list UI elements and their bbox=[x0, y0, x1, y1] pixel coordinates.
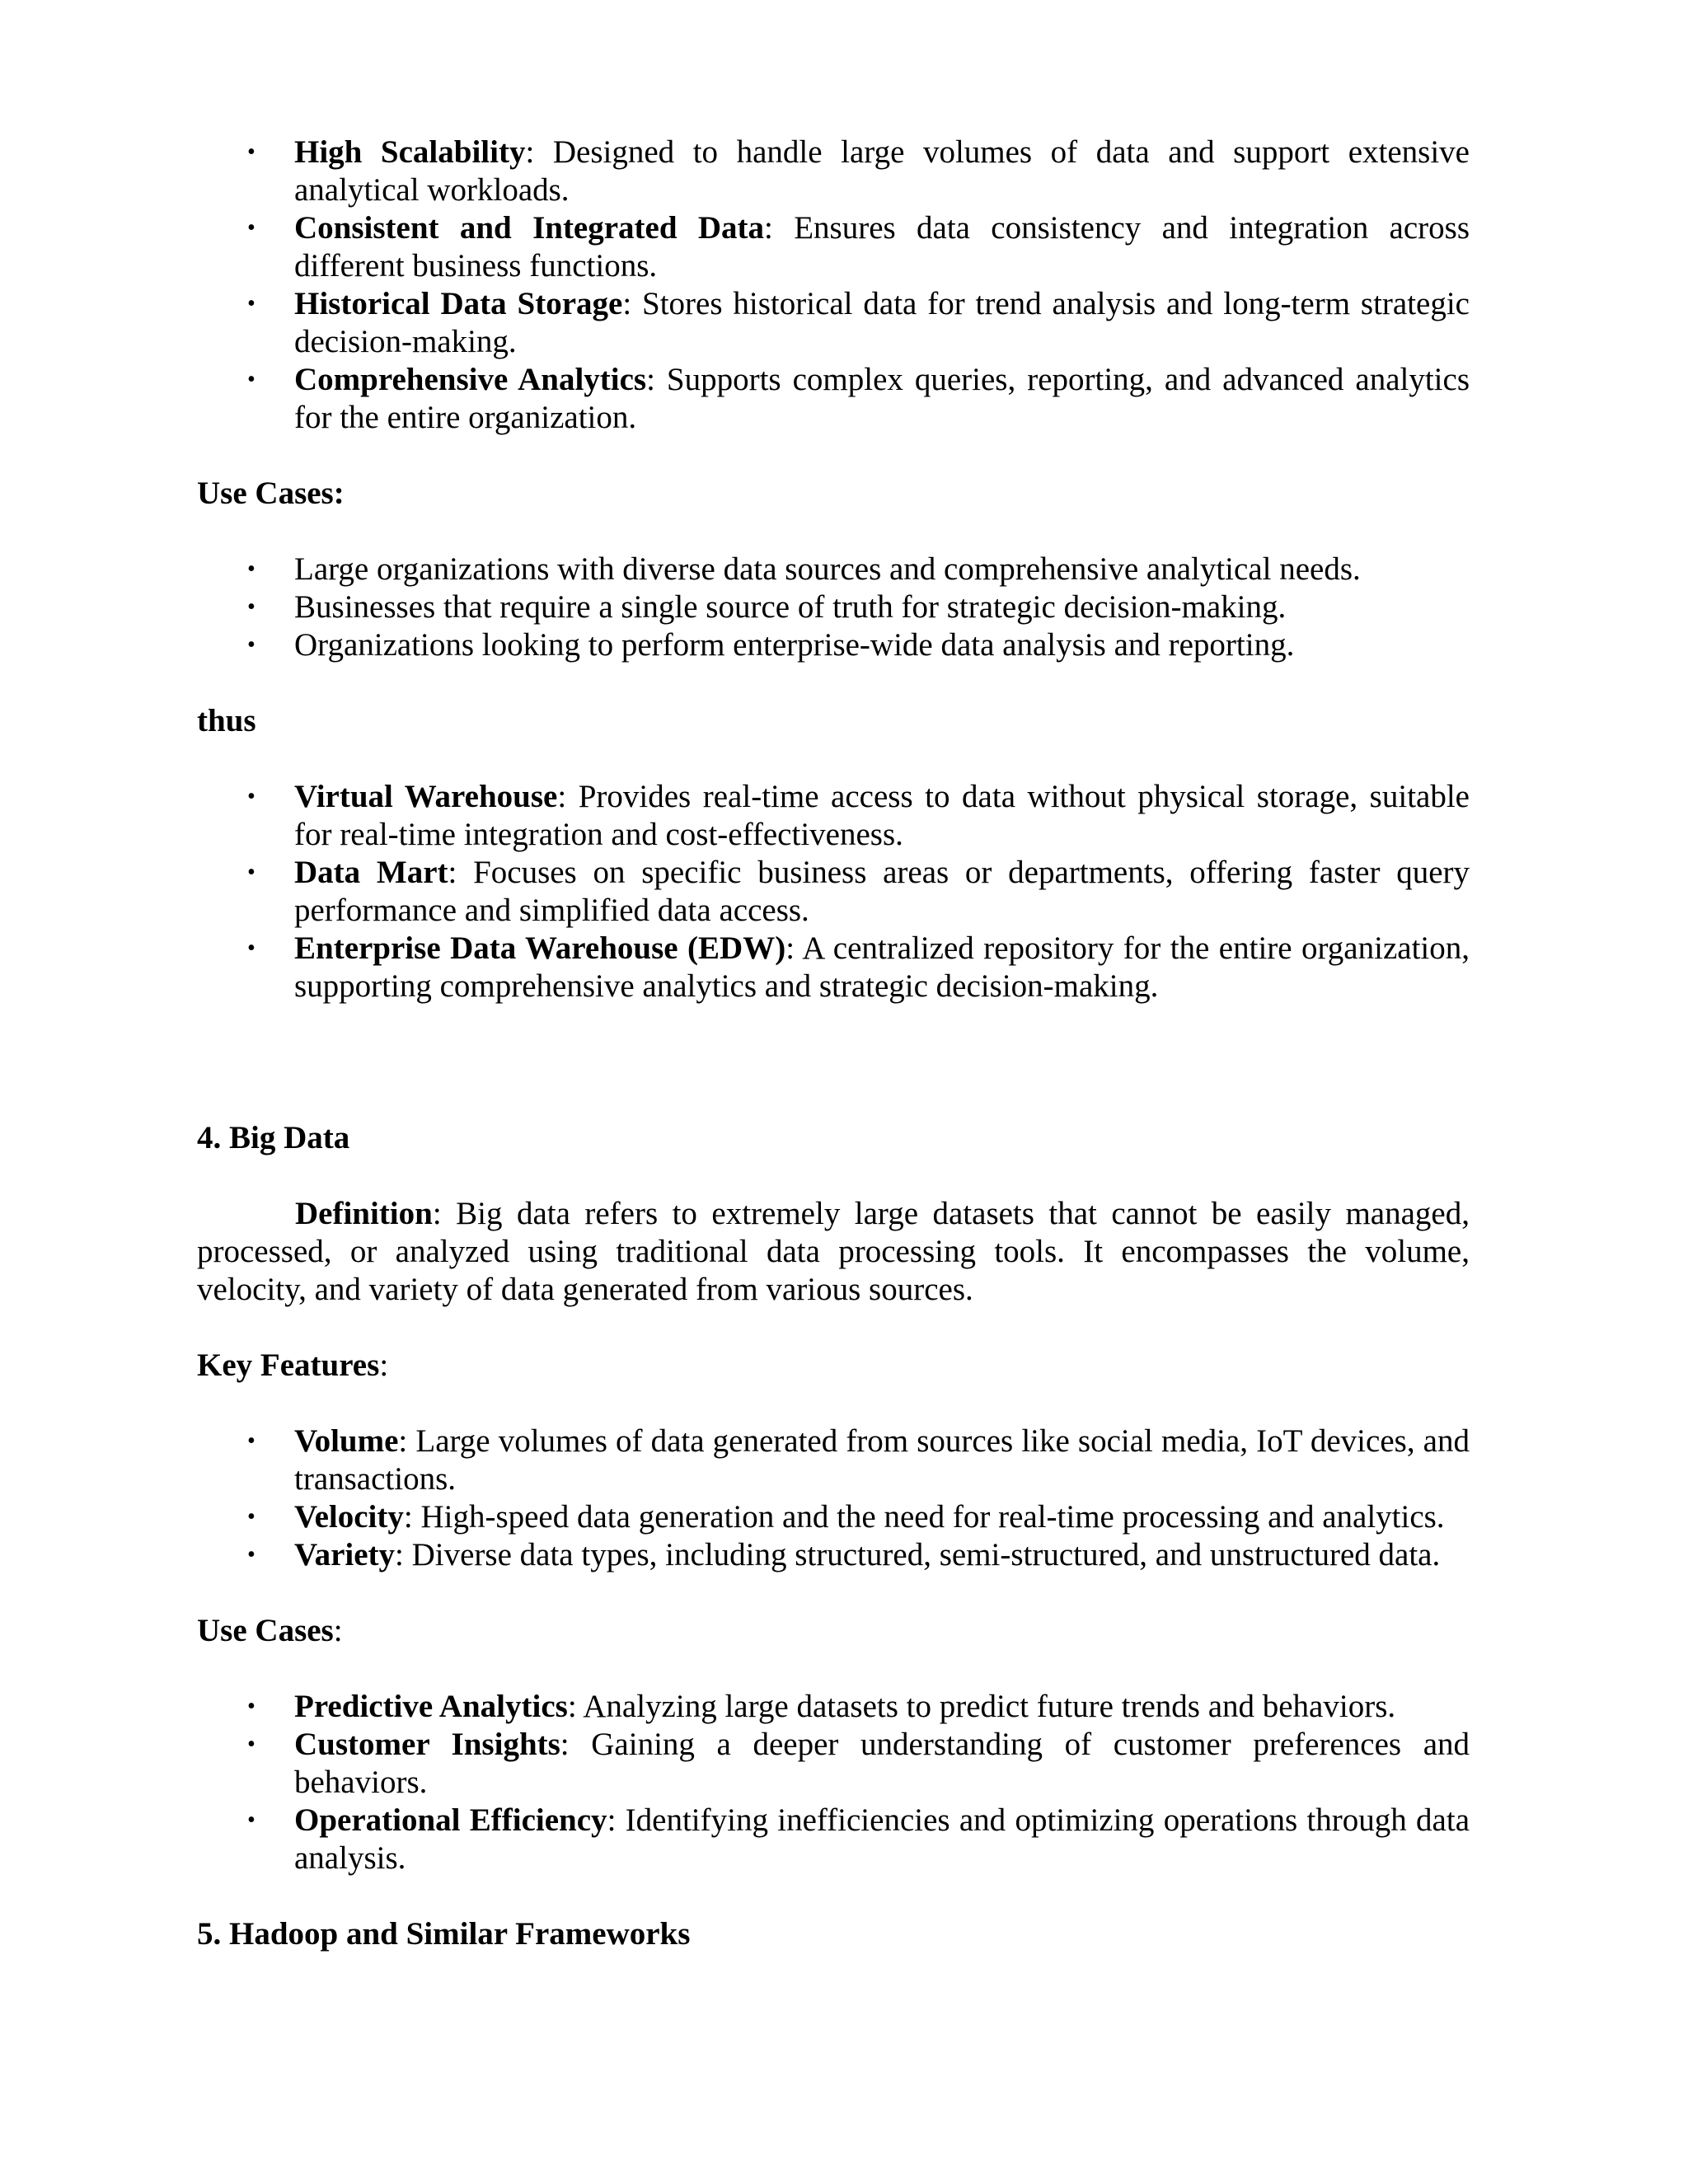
thus-heading: thus bbox=[197, 703, 256, 738]
list-item: • Variety: Diverse data types, including structured, semi-structured, and unstructured data. bbox=[247, 1537, 1441, 1572]
list-item: • Comprehensive Analytics: Supports complex queries, reporting, and advanced analytics for the entire organization. bbox=[247, 362, 1470, 435]
section-heading-big-data: 4. Big Data bbox=[197, 1120, 350, 1155]
bullet-icon: • bbox=[247, 556, 256, 582]
bullet-icon: • bbox=[247, 1694, 256, 1719]
section-heading-hadoop: 5. Hadoop and Similar Frameworks bbox=[197, 1916, 691, 1952]
bullet-icon: • bbox=[247, 784, 256, 809]
big-data-use-cases-heading: Use Cases: bbox=[197, 1613, 343, 1648]
bullet-icon: • bbox=[247, 935, 256, 961]
list-item: • Volume: Large volumes of data generated from sources like social media, IoT devices, and transactions. bbox=[247, 1423, 1470, 1497]
big-data-definition: Definition: Big data refers to extremely large datasets that cannot be easily managed, processed, or analyzed using traditional data processing tools. It encompasses the volume, velocity, and variety of data generated from various sources. bbox=[197, 1196, 1470, 1307]
page-content bbox=[197, 134, 1470, 1953]
bullet-icon: • bbox=[247, 1732, 256, 1757]
list-item: • Historical Data Storage: Stores historical data for trend analysis and long-term strategic decision-making. bbox=[247, 286, 1470, 359]
bullet-icon: • bbox=[247, 215, 256, 241]
bullet-icon: • bbox=[247, 1807, 256, 1833]
list-item: • Businesses that require a single source of truth for strategic decision-making. bbox=[247, 589, 1287, 625]
bullet-icon: • bbox=[247, 291, 256, 316]
list-item: • Consistent and Integrated Data: Ensures data consistency and integration across different business functions. bbox=[247, 210, 1470, 284]
warehouse-summary-list bbox=[197, 778, 1470, 1005]
list-item: • Virtual Warehouse: Provides real-time access to data without physical storage, suitable for real-time integration and cost-effectiveness. bbox=[247, 779, 1470, 852]
list-item: • Operational Efficiency: Identifying inefficiencies and optimizing operations through data analysis. bbox=[247, 1802, 1470, 1876]
list-item: • Velocity: High-speed data generation and the need for real-time processing and analytics. bbox=[247, 1499, 1445, 1535]
bullet-icon: • bbox=[247, 139, 256, 165]
list-item: • Customer Insights: Gaining a deeper understanding of customer preferences and behaviors. bbox=[247, 1727, 1470, 1800]
list-item: • Data Mart: Focuses on specific business areas or departments, offering faster query performance and simplified data access. bbox=[247, 855, 1470, 928]
bullet-icon: • bbox=[247, 860, 256, 885]
edw-use-cases-list bbox=[197, 551, 1470, 664]
bullet-icon: • bbox=[247, 632, 256, 658]
bullet-icon: • bbox=[247, 594, 256, 620]
big-data-use-cases-list bbox=[197, 1688, 1470, 1877]
bullet-icon: • bbox=[247, 1504, 256, 1530]
list-item: • Enterprise Data Warehouse (EDW): A centralized repository for the entire organization, supporting comprehensive analytics and strategic decision-making. bbox=[247, 930, 1470, 1004]
edw-use-cases-heading: Use Cases: bbox=[197, 476, 345, 511]
bullet-icon: • bbox=[247, 1428, 256, 1454]
key-features-list bbox=[197, 1422, 1470, 1574]
bullet-icon: • bbox=[247, 1542, 256, 1568]
key-features-heading: Key Features: bbox=[197, 1347, 389, 1383]
list-item: • High Scalability: Designed to handle large volumes of data and support extensive analytical workloads. bbox=[247, 134, 1470, 208]
list-item: • Organizations looking to perform enterprise-wide data analysis and reporting. bbox=[247, 627, 1295, 663]
bullet-icon: • bbox=[247, 367, 256, 392]
list-item: • Predictive Analytics: Analyzing large datasets to predict future trends and behaviors. bbox=[247, 1689, 1396, 1724]
edw-features-list bbox=[197, 134, 1470, 437]
list-item: • Large organizations with diverse data sources and comprehensive analytical needs. bbox=[247, 551, 1361, 587]
